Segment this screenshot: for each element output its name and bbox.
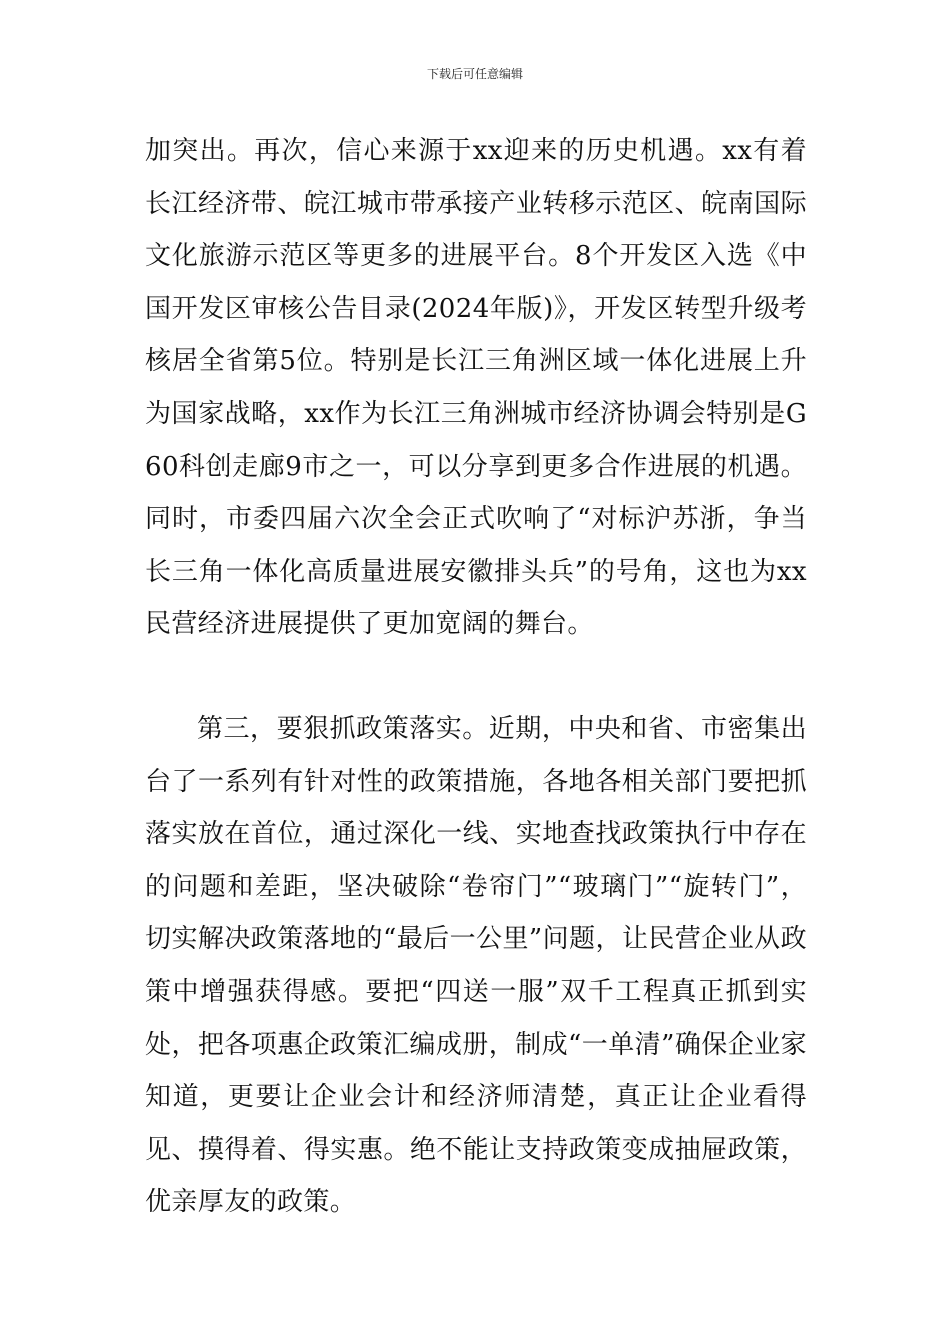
page-header: 下载后可任意编辑 <box>426 67 523 81</box>
paragraph-policy-implementation: 第三，要狠抓政策落实。近期，中央和省、市密集出台了一系列有针对性的政策措施，各地各相关部门要把抓落实放在首位，通过深化一线、实地查找政策执行中存在的问题和差距，坚决破除“卷帘门”“玻璃门”“旋转门”，切实解决政策落地的“最后一公里”问题，让民营企业从政策中增强获得感。要把“四送一服”双千工程真正抓到实处，把各项惠企政策汇编成册，制成“一单清”确保企业家知道，更要让企业会计和经济师清楚，真正让企业看得见、摸得着、得实惠。绝不能让支持政策变成抽屉政策，优亲厚友的政策。 <box>145 713 807 1218</box>
document-body <box>145 125 807 1229</box>
paragraph-continuation: 加突出。再次，信心来源于xx迎来的历史机遇。xx有着长江经济带、皖江城市带承接产业转移示范区、皖南国际文化旅游示范区等更多的进展平台。8个开发区入选《中国开发区审核公告目录(2024年版)》，开发区转型升级考核居全省第5位。特别是长江三角洲区域一体化进展上升为国家战略，xx作为长江三角洲城市经济协调会特别是G60科创走廊9市之一，可以分享到更多合作进展的机遇。同时，市委四届六次全会正式吹响了“对标沪苏浙，争当长三角一体化高质量进展安徽排头兵”的号角，这也为xx民营经济进展提供了更加宽阔的舞台。 <box>145 136 807 640</box>
